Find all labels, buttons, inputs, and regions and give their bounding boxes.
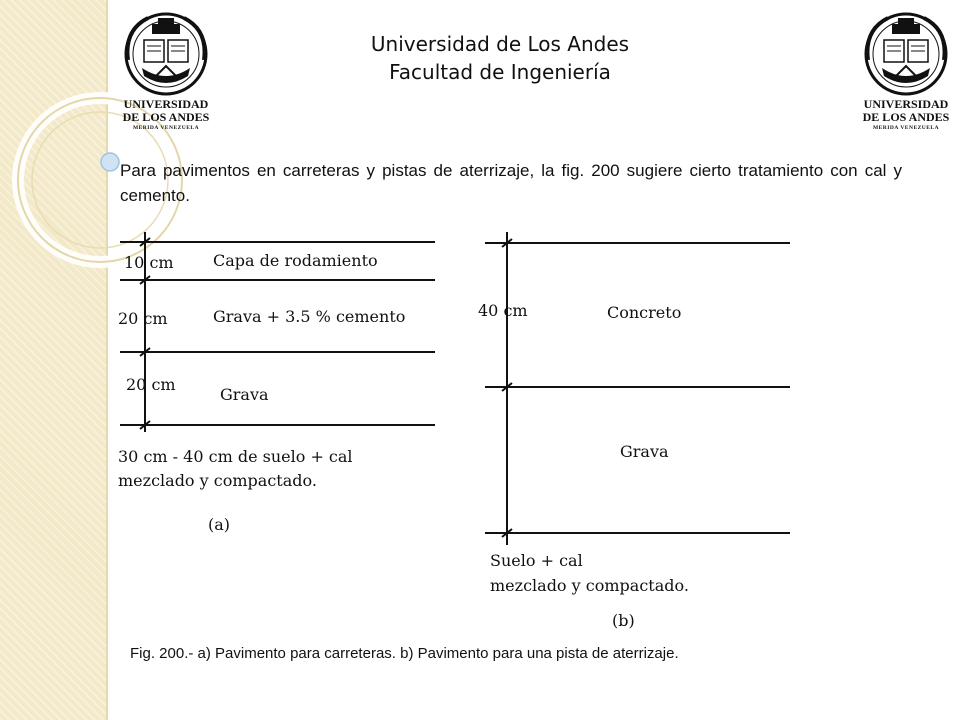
fig-a-thickness-label: 20 cm: [126, 375, 176, 394]
university-name: Universidad de Los Andes: [370, 32, 630, 56]
fig-a-layer-label: Grava: [220, 385, 269, 404]
logo-text-line1: UNIVERSIDAD: [863, 97, 949, 111]
fig-a-base-label: 30 cm - 40 cm de suelo + cal: [118, 447, 353, 466]
logo-text-line3: MERIDA VENEZUELA: [132, 125, 200, 131]
logo-text-line3: MERIDA VENEZUELA: [872, 125, 940, 131]
fig-b-layer-label: Concreto: [607, 303, 682, 322]
figure-caption: Fig. 200.- a) Pavimento para carreteras. b) Pavimento para una pista de aterrizaje.: [130, 645, 679, 662]
fig-a-thickness-label: 20 cm: [118, 309, 168, 328]
fig-a-thickness-label: 10 cm: [124, 253, 174, 272]
fig-b-base-label: mezclado y compactado.: [490, 576, 689, 595]
fig-b-base-label: Suelo + cal: [490, 551, 583, 570]
fig-b-tag: (b): [612, 611, 635, 630]
fig-a-base-label: mezclado y compactado.: [118, 471, 317, 490]
intro-paragraph: Para pavimentos en carreteras y pistas de aterrizaje, la fig. 200 sugiere cierto tratamiento con cal y cemento.: [120, 161, 902, 205]
fig-b-thickness-label: 40 cm: [478, 301, 528, 320]
fig-a-tag: (a): [208, 515, 231, 534]
logo-text-line2: DE LOS ANDES: [122, 110, 210, 124]
fig-a-layer-label: Capa de rodamiento: [213, 251, 378, 270]
fig-a-layer-label: Grava + 3.5 % cemento: [213, 307, 406, 326]
logo-text-line2: DE LOS ANDES: [862, 110, 950, 124]
faculty-name: Facultad de Ingeniería: [389, 60, 611, 84]
logo-text-line1: UNIVERSIDAD: [123, 97, 209, 111]
fig-b-layer-label: Grava: [620, 442, 669, 461]
